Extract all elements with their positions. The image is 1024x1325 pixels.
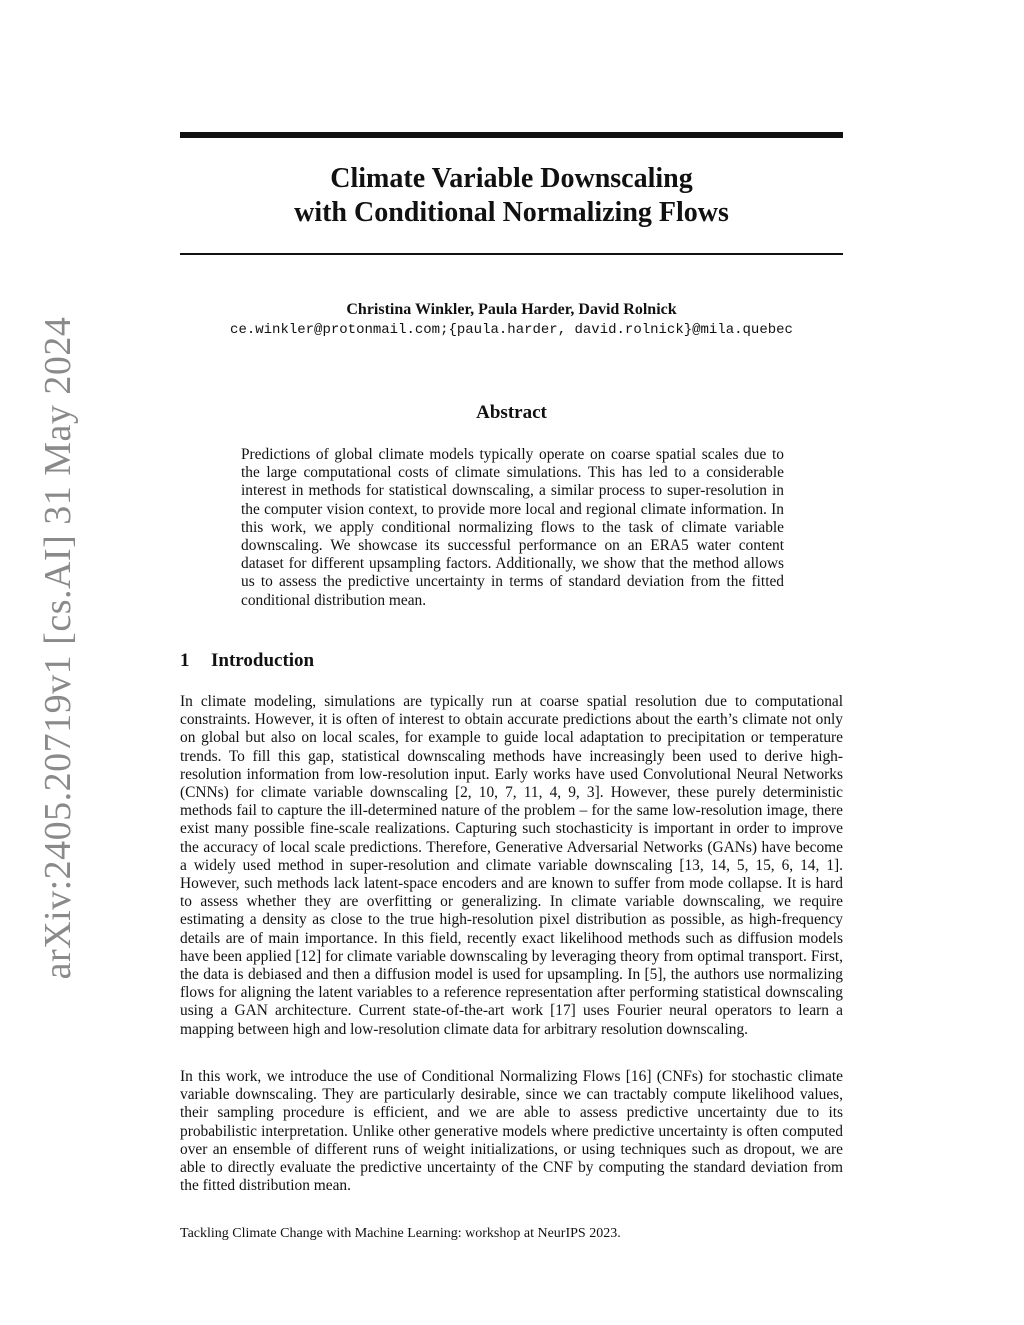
author-list: Christina Winkler, Paula Harder, David Rolnick xyxy=(346,301,677,318)
venue-footnote: Tackling Climate Change with Machine Learning: workshop at NeurIPS 2023. xyxy=(180,1226,621,1241)
section-heading-introduction xyxy=(180,650,314,672)
intro-paragraph-1: In climate modeling, simulations are typically run at coarse spatial resolution due to computational constraints. However, it is often of interest to obtain accurate predictions about the earth’s climate not only on global but also on local scales, for example to guide local adaptation to precipitation or temperature trends. To fill this gap, statistical downscaling methods have increasingly been used to derive high-resolution information from low-resolution input. Early works have used Convolutional Neural Networks (CNNs) for climate variable downscaling [2, 10, 7, 11, 4, 9, 3]. However, these purely deterministic methods fail to capture the ill-determined nature of the problem – for the same low-resolution image, there exist many possible fine-scale realizations. Capturing such stochasticity is important in order to improve the accuracy of local scale predictions. Therefore, Generative Adversarial Networks (GANs) have become a widely used method in super-resolution and climate variable downscaling [13, 14, 5, 15, 6, 14, 1]. However, such methods lack latent-space encoders and are known to suffer from mode collapse. It is hard to assess whether they are overfitting or generalizing. In climate variable downscaling, we require estimating a density as close to the true high-resolution pixel distribution as possible, as high-frequency details are of main importance. In this field, recently exact likelihood methods such as diffusion models have been applied [12] for climate variable downscaling by leveraging theory from optimal transport. First, the data is debiased and then a diffusion model is used for upsampling. In [5], the authors use normalizing flows for aligning the latent variables to a reference representation after performing statistical downscaling using a GAN architecture. Current state-of-the-art work [17] uses Fourier neural operators to learn a mapping between high and low-resolution climate data for arbitrary resolution downscaling. xyxy=(180,693,843,1038)
paper-title xyxy=(180,162,843,230)
title-line-1: Climate Variable Downscaling xyxy=(330,163,693,194)
title-line-2: with Conditional Normalizing Flows xyxy=(294,197,729,228)
abstract-heading: Abstract xyxy=(476,402,547,423)
author-emails: ce.winkler@protonmail.com;{paula.harder, david.rolnick}@mila.quebec xyxy=(230,322,793,338)
abstract-text: Predictions of global climate models typically operate on coarse spatial scales due to the large computational costs of climate simulations. This has led to a considerable interest in methods for statistical downscaling, a similar process to super-resolution in the computer vision context, to provide more local and regional climate information. In this work, we apply conditional normalizing flows to the task of climate variable downscaling. We showcase its successful performance on an ERA5 water content dataset for different upsampling factors. Additionally, we show that the method allows us to assess the predictive uncertainty in terms of standard deviation from the fitted conditional distribution mean. xyxy=(241,446,784,609)
arxiv-identifier: arXiv:2405.20719v1 [cs.AI] 31 May 2024 xyxy=(37,316,79,980)
title-top-rule xyxy=(180,132,843,138)
section-title: Introduction xyxy=(211,650,315,671)
intro-paragraph-2: In this work, we introduce the use of Conditional Normalizing Flows [16] (CNFs) for stochastic climate variable downscaling. They are particularly desirable, since we can tractably compute likelihood values, their sampling procedure is efficient, and we are able to assess predictive uncertainty due to its probabilistic interpretation. Unlike other generative models where predictive uncertainty is often computed over an ensemble of different runs of weight initializations, or using techniques such as dropout, we are able to directly evaluate the predictive uncertainty of the CNF by computing the standard deviation from the fitted distribution mean. xyxy=(180,1068,843,1195)
title-bottom-rule xyxy=(180,253,843,255)
section-number: 1 xyxy=(180,650,190,671)
